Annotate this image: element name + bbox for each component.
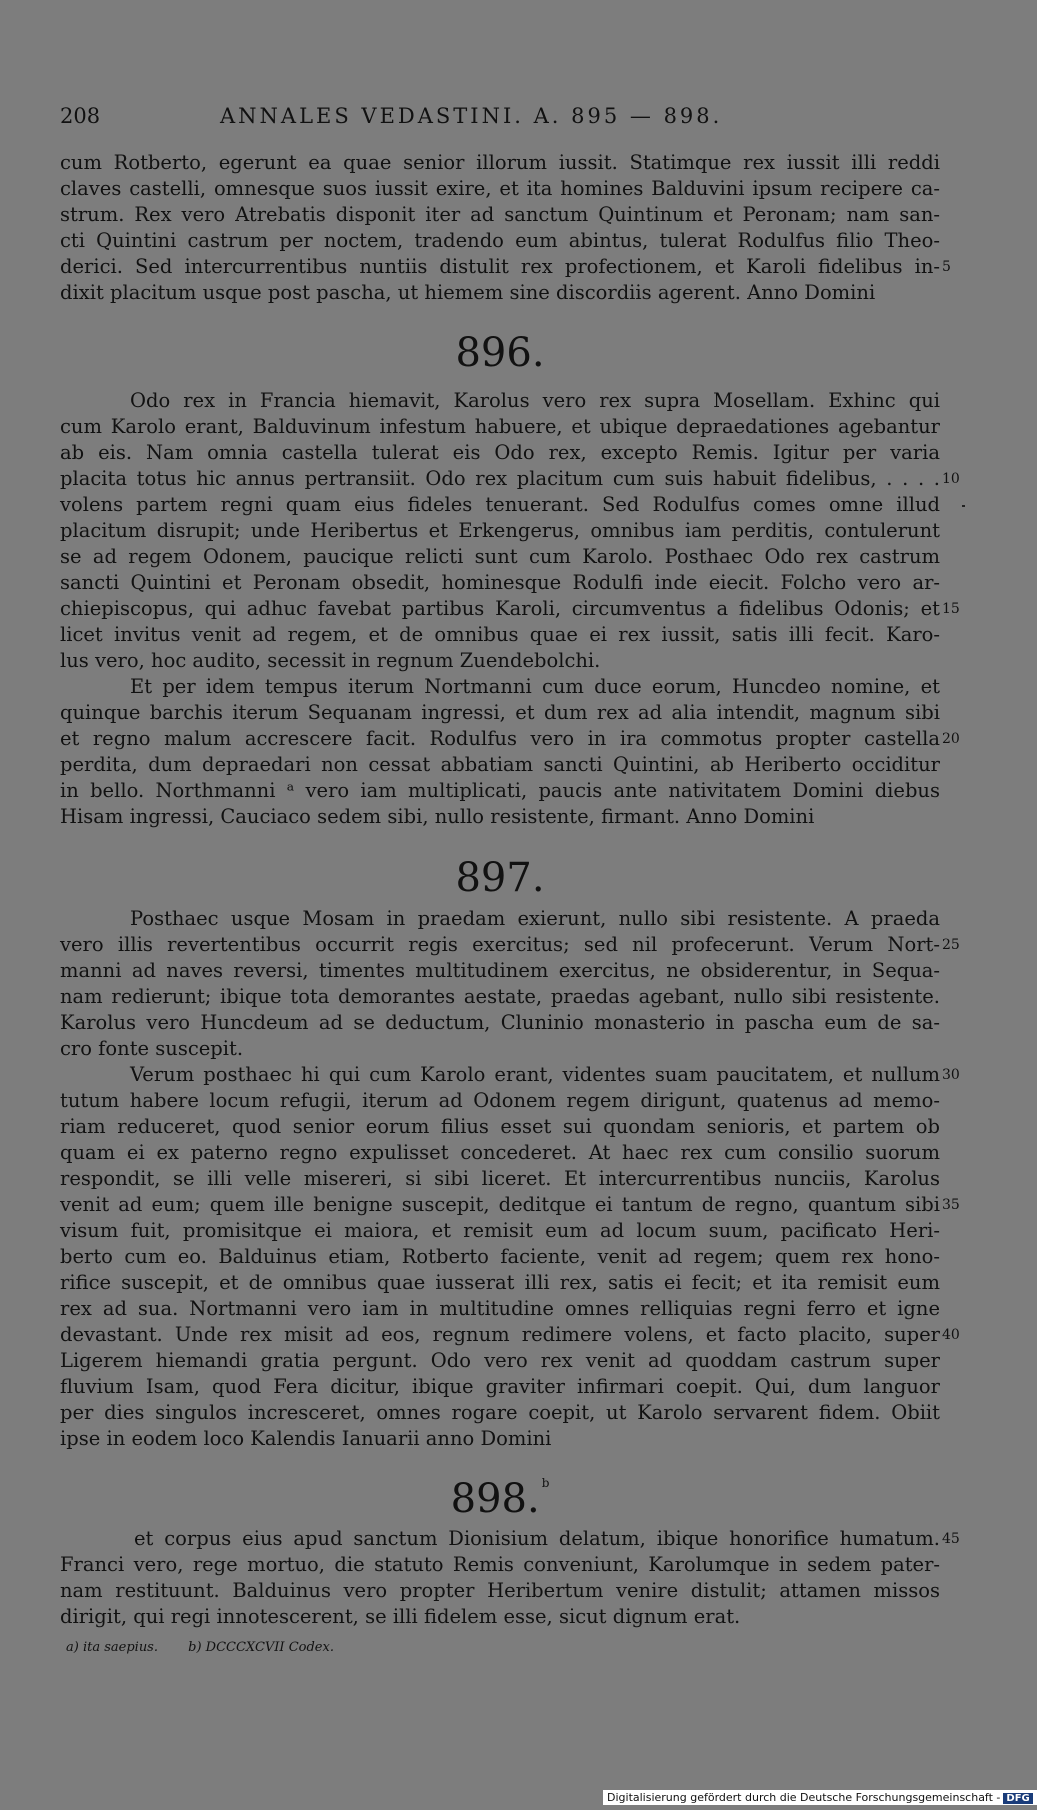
footnote-marker: b — [541, 1476, 550, 1490]
digitization-credit — [603, 1790, 1037, 1805]
text-line: Odo rex in Francia hiemavit, Karolus vero rex supra Mosellam. Exhinc qui — [130, 389, 940, 412]
text-line: quinque barchis iterum Sequanam ingressi, et dum rex ad alia intendit, magnum sibi — [60, 701, 940, 724]
line-number: 35 — [942, 1197, 960, 1213]
line-number: 40 — [942, 1327, 960, 1343]
text-line: manni ad naves reversi, timentes multitudinem exercitus, ne obsiderentur, in Sequa- — [60, 959, 940, 982]
text-line: Posthaec usque Mosam in praedam exierunt, nullo sibi resistente. A praeda — [130, 907, 940, 930]
text-line: in bello. Northmanni ᵃ vero iam multiplicati, paucis ante nativitatem Domini diebus — [60, 779, 940, 802]
text-line: placita totus hic annus pertransiit. Odo rex placitum cum suis habuit fidelibus, . . . . — [60, 467, 940, 490]
text-line: quam ei ex paterno regno expulisset concederet. At haec rex cum consilio suorum — [60, 1141, 940, 1164]
text-line: rex ad sua. Nortmanni vero iam in multitudine omnes relliquias regni ferro et igne — [60, 1297, 940, 1320]
text-line: rifice suscepit, et de omnibus quae iusserat illi rex, satis ei fecit; et ita remisit eum — [60, 1271, 940, 1294]
text-line: tutum habere locum refugii, iterum ad Odonem regem dirigunt, quatenus ad memo- — [60, 1089, 940, 1112]
text-line: ab eis. Nam omnia castella tulerat eis Odo rex, excepto Remis. Igitur per varia — [60, 441, 940, 464]
text-line: devastant. Unde rex misit ad eos, regnum redimere volens, et facto placito, super — [60, 1323, 940, 1346]
line-number: 15 — [942, 601, 960, 617]
text-line: et regno malum accrescere facit. Rodulfus vero in ira commotus propter castella — [60, 727, 940, 750]
text-line: cum Karolo erant, Balduvinum infestum habuere, et ubique depraedationes agebantur — [60, 415, 940, 438]
text-line: claves castelli, omnesque suos iussit exire, et ita homines Balduvini ipsum recipere ca- — [60, 177, 940, 200]
text-line: sancti Quintini et Peronam obsedit, hominesque Rodulfi inde eiecit. Folcho vero ar- — [60, 571, 940, 594]
text-line: cum Rotberto, egerunt ea quae senior illorum iussit. Statimque rex iussit illi reddi — [60, 151, 940, 174]
dfg-logo-icon: DFG — [1003, 1793, 1032, 1804]
text-line: se ad regem Odonem, paucique relicti sunt cum Karolo. Posthaec Odo rex castrum — [60, 545, 940, 568]
text-line: Ligerem hiemandi gratia pergunt. Odo vero rex venit ad quoddam castrum super — [60, 1349, 940, 1372]
text-line: Verum posthaec hi qui cum Karolo erant, videntes suam paucitatem, et nullum — [130, 1063, 940, 1086]
text-line: volens partem regni quam eius fideles tenuerant. Sed Rodulfus comes omne illud — [60, 493, 940, 516]
footnote-a: a) ita saepius. — [66, 1640, 158, 1655]
text-line: cro fonte suscepit. — [60, 1037, 244, 1060]
text-line: ipse in eodem loco Kalendis Ianuarii anno Domini — [60, 1427, 552, 1450]
text-line: lus vero, hoc audito, secessit in regnum Zuendebolchi. — [60, 649, 601, 672]
text-line: Franci vero, rege mortuo, die statuto Remis conveniunt, Karolumque in sedem pater- — [60, 1553, 940, 1576]
text-line: riam reduceret, quod senior eorum filius esset sui quondam senioris, et partem ob — [60, 1115, 940, 1138]
year-heading-898 — [0, 1476, 1000, 1522]
text-line: strum. Rex vero Atrebatis disponit iter ad sanctum Quintinum et Peronam; nam san- — [60, 203, 940, 226]
line-number: 30 — [942, 1067, 960, 1083]
running-header — [60, 104, 940, 134]
line-number: 20 — [942, 731, 960, 747]
text-line: et corpus eius apud sanctum Dionisium delatum, ibique honorifice humatum. — [134, 1527, 940, 1550]
text-line: visum fuit, promisitque ei maiora, et remisit eum ad locum suum, pacificato Heri- — [60, 1219, 940, 1242]
text-line: derici. Sed intercurrentibus nuntiis distulit rex profectionem, et Karoli fidelibus in- — [60, 255, 940, 278]
line-number: 45 — [942, 1531, 960, 1547]
text-line: per dies singulos incresceret, omnes rogare coepit, ut Karolo servarent fidem. Obiit — [60, 1401, 940, 1424]
text-line: cti Quintini castrum per noctem, tradendo eum abintus, tulerat Rodulfus filio Theo- — [60, 229, 940, 252]
text-line: perdita, dum depraedari non cessat abbatiam sancti Quintini, ab Heriberto occiditur — [60, 753, 940, 776]
text-line: nam restituunt. Balduinus vero propter Heribertum venire distulit; attamen missos — [60, 1579, 940, 1602]
running-title: ANNALES VEDASTINI. A. 895 — 898. — [220, 104, 723, 128]
text-line: berto cum eo. Balduinus etiam, Rotberto faciente, venit ad regem; quem rex hono- — [60, 1245, 940, 1268]
text-line: Karolus vero Huncdeum ad se deductum, Cluninio monasterio in pascha eum de sa- — [60, 1011, 940, 1034]
text-line: chiepiscopus, qui adhuc favebat partibus Karoli, circumventus a fidelibus Odonis; et — [60, 597, 940, 620]
text-line: dixit placitum usque post pascha, ut hiemem sine discordiis agerent. Anno Domini — [60, 281, 876, 304]
text-line: fluvium Isam, quod Fera dicitur, ibique graviter infirmari coepit. Qui, dum languor — [60, 1375, 940, 1398]
footnote-b: b) DCCCXCVII Codex. — [188, 1640, 334, 1655]
text-line: vero illis revertentibus occurrit regis exercitus; sed nil profecerunt. Verum Nort- — [60, 933, 940, 956]
text-line: venit ad eum; quem ille benigne suscepit, deditque ei tantum de regno, quantum sibi — [60, 1193, 940, 1216]
line-number: 10 — [942, 471, 960, 487]
line-number: 25 — [942, 937, 960, 953]
text-line: Hisam ingressi, Cauciaco sedem sibi, nullo resistente, firmant. Anno Domini — [60, 805, 815, 828]
margin-mark — [962, 505, 965, 507]
year-heading-898-text: 898. — [450, 1476, 540, 1522]
page-number: 208 — [60, 104, 101, 128]
text-line: respondit, se illi velle misereri, si sibi liceret. Et intercurrentibus nunciis, Karolus — [60, 1167, 940, 1190]
text-line: nam redierunt; ibique tota demorantes aestate, praedas agebant, nullo sibi resistente. — [60, 985, 940, 1008]
text-line: Et per idem tempus iterum Nortmanni cum duce eorum, Huncdeo nomine, et — [130, 675, 940, 698]
year-heading-896: 896. — [455, 330, 545, 376]
text-line: placitum disrupit; unde Heribertus et Erkengerus, omnibus iam perditis, contulerunt — [60, 519, 940, 542]
footnotes — [66, 1640, 360, 1655]
credit-text: Digitalisierung gefördert durch die Deutsche Forschungsgemeinschaft - — [607, 1791, 1001, 1804]
line-number: 5 — [942, 259, 951, 275]
text-line: dirigit, qui regi innotescerent, se illi fidelem esse, sicut dignum erat. — [60, 1605, 741, 1628]
year-heading-897: 897. — [455, 855, 545, 901]
text-line: licet invitus venit ad regem, et de omnibus quae ei rex iussit, satis illi fecit. Karo- — [60, 623, 940, 646]
